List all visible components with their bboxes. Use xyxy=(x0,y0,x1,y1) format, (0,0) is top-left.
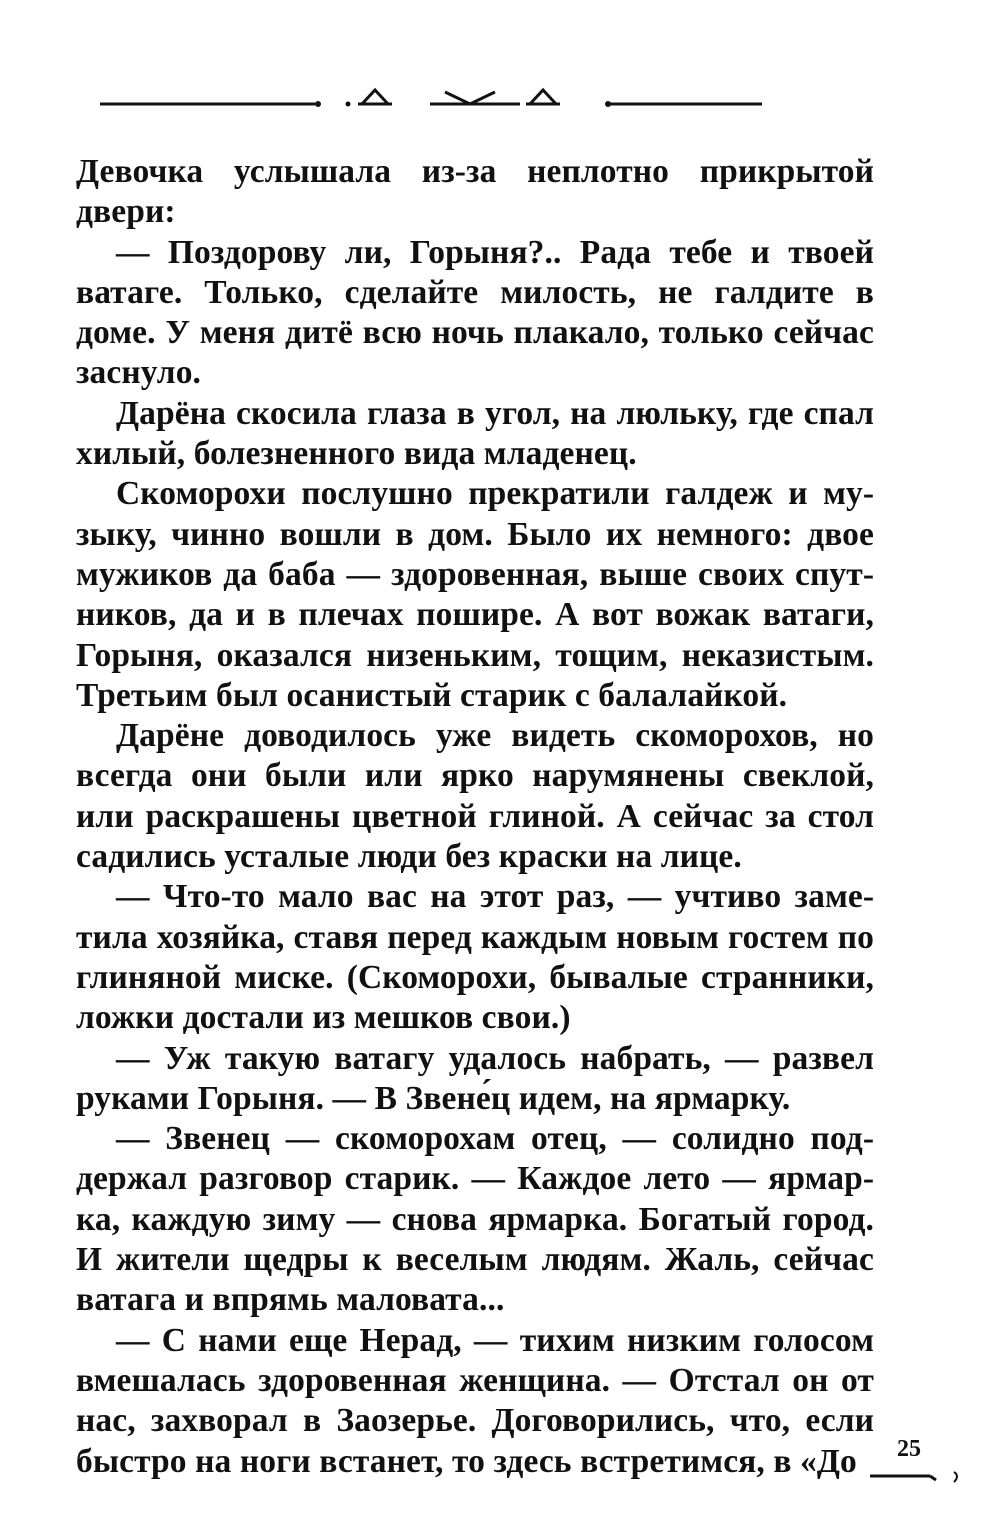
page-number: 25 xyxy=(897,1436,921,1462)
paragraph: Девочка услышала из-за неплотно прикрытой двери: xyxy=(76,153,874,231)
paragraph: Дарёне доводилось уже видеть скоморохов, но всегда они были или ярко нарумянены свеклой, или раскрашены цветной глиной. А сейчас за стол садились усталые люди без краски на лице. xyxy=(76,717,874,876)
paragraph: — Звенец — скоморохам отец, — солидно поддержал разговор старик. — Каждое лето — ярмарка, каждую зиму — снова ярмарка. Богатый город. И жители щедры к веселым людям. Жаль, сейчас ватага и впрямь маловата... xyxy=(76,1120,874,1319)
paragraph: Скоморохи послушно прекратили галдеж и музыку, чинно вошли в дом. Было их немного: двое мужиков да баба — здоровенная, выше своих спутников, да и в плечах пошире. А вот вожак ватаги, Горыня, оказался низеньким, тощим, неказистым. Третьим был осанистый старик с балалайкой. xyxy=(76,475,874,714)
paragraph: Дарёна скосила глаза в угол, на люльку, где спал хилый, болезненного вида младенец. xyxy=(76,394,874,473)
paragraph: — Уж такую ватагу удалось набрать, — развел руками Горыня. — В Звене́ц идем, на ярмарку. xyxy=(76,1039,874,1117)
paragraph: — Что-то мало вас на этот раз, — учтиво заметила хозяйка, ставя перед каждым новым гостем по глиняной миске. (Скоморохи, бывалые странники, ложки достали из мешков свои.) xyxy=(76,878,874,1037)
header-ornament xyxy=(100,80,765,120)
paragraph: — Поздорову ли, Горыня?.. Рада тебе и твоей ватаге. Только, сделайте милость, не галдите в доме. У меня дитё всю ночь плакало, только сейчас заснуло. xyxy=(76,233,874,392)
body-text xyxy=(76,152,874,1482)
paragraph: — С нами еще Нерад, — тихим низким голосом вмешалась здоровенная женщина. — Отстал он от нас, захворал в Заозерье. Договорились, что, если быстро на ноги встанет, то здесь встретимся, в «До xyxy=(76,1321,874,1480)
footer-ornament xyxy=(870,1466,965,1486)
